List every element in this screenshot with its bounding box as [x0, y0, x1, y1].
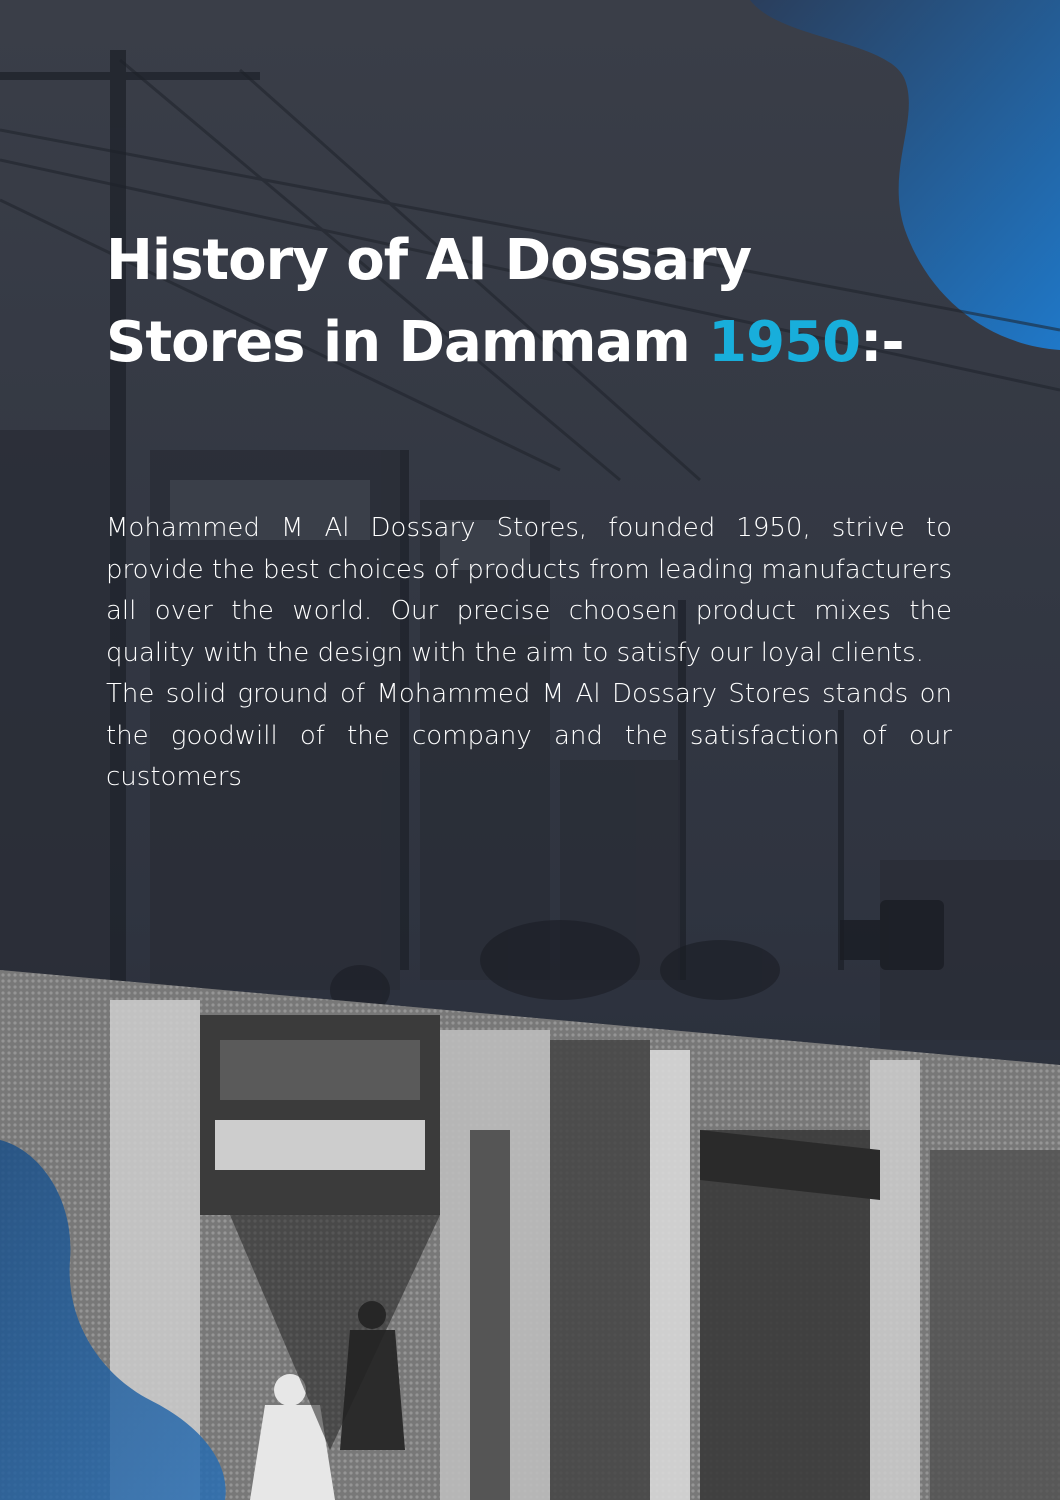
history-paragraph-1: Mohammed M Al Dossary Stores, founded 1950, strive to provide the best choices of products from leading manufacturers all over the world. Our precise choosen product mixes the quality with the design with the aim to satisfy our loyal clients. [106, 513, 952, 668]
page-title [106, 220, 926, 384]
title-line-1: History of Al Dossary [106, 228, 752, 293]
title-year: 1950 [708, 310, 861, 375]
history-body [106, 508, 952, 799]
title-line-2-suffix: :- [860, 310, 904, 375]
title-line-2-prefix: Stores in Dammam [106, 310, 709, 375]
history-paragraph-2: The solid ground of Mohammed M Al Dossary Stores stands on the goodwill of the company and the satisfaction of our customers [106, 679, 952, 792]
